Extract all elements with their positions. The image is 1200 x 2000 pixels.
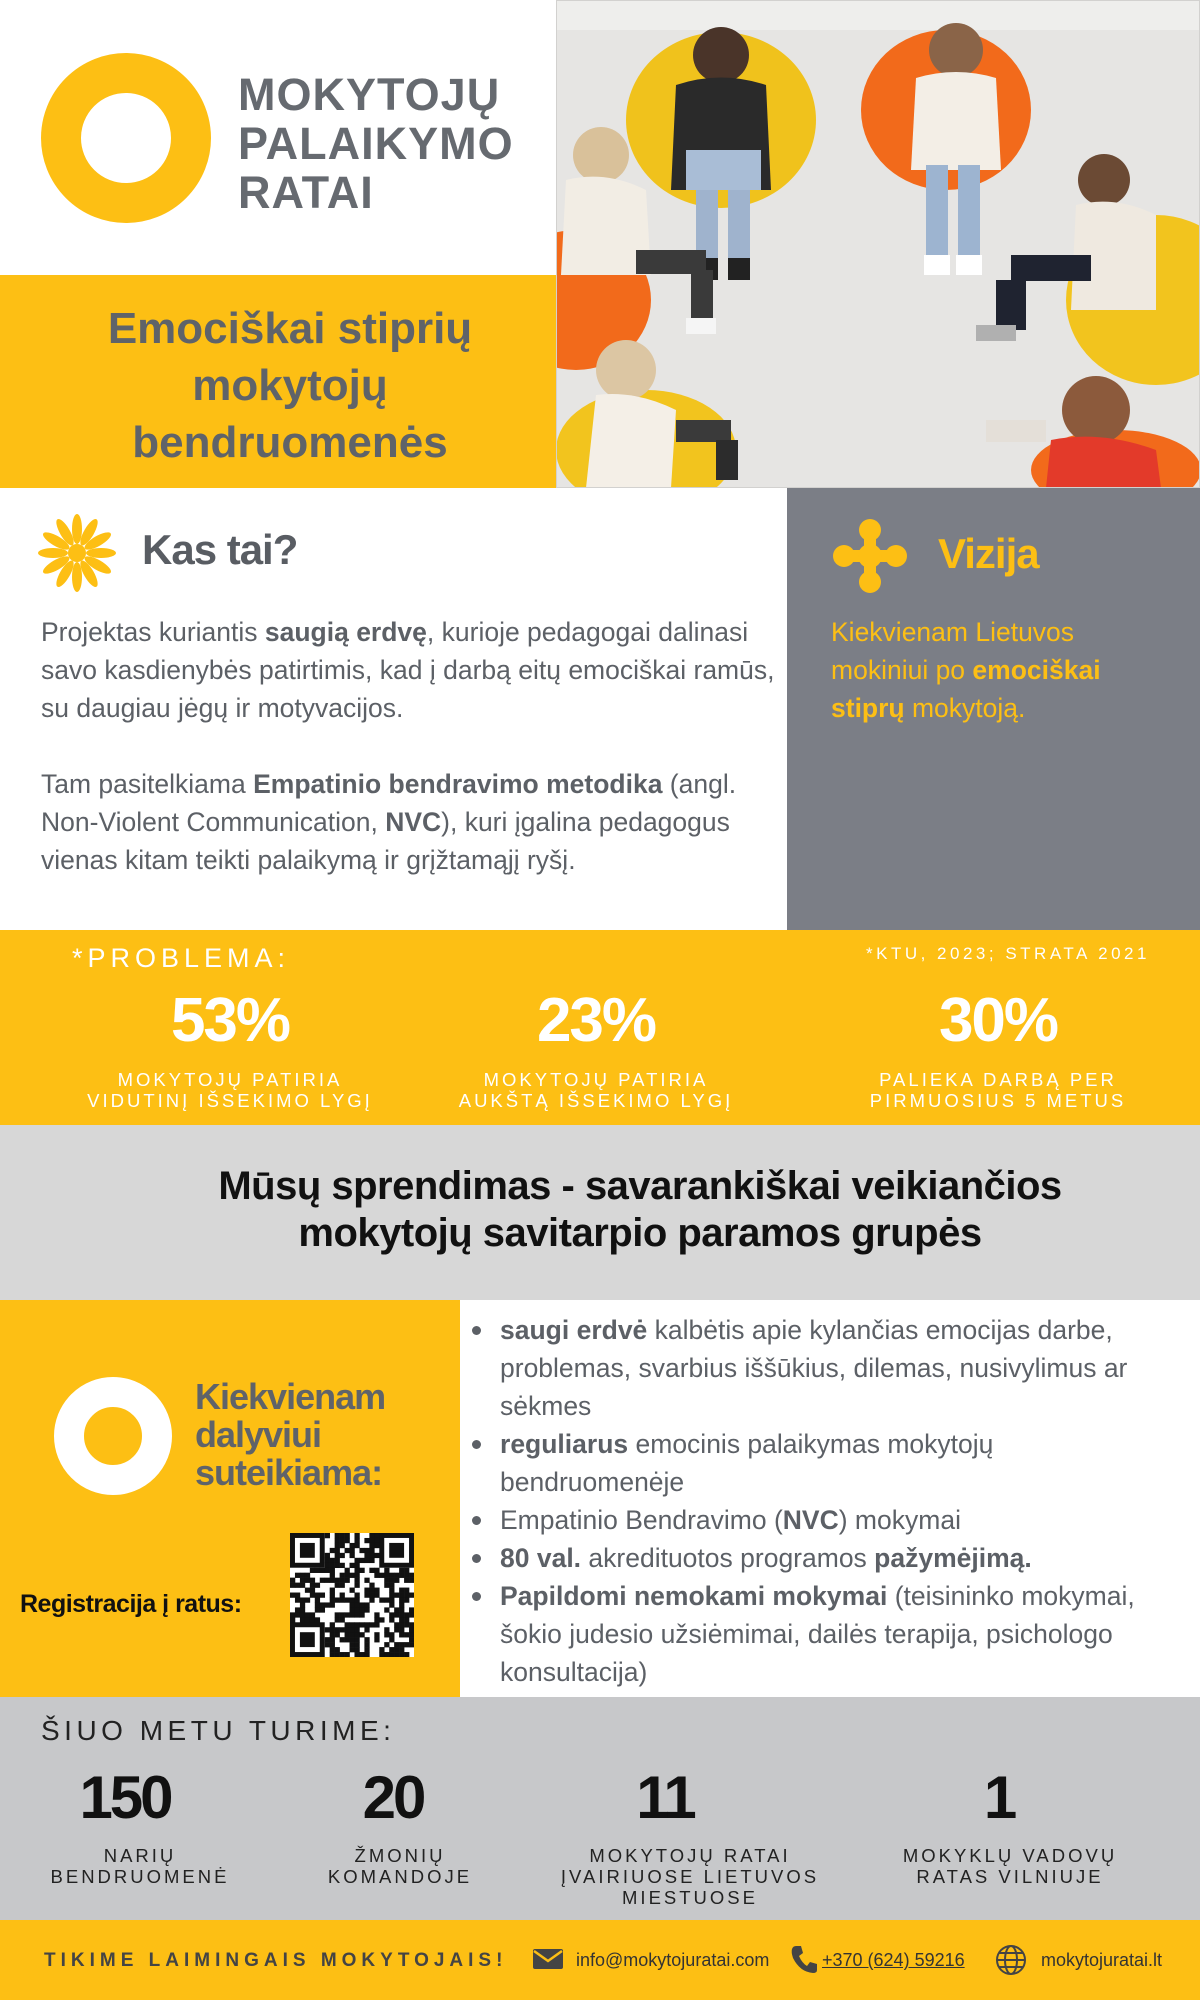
text-run-bold: saugi erdvė bbox=[500, 1315, 648, 1345]
current-stats-label: ŠIUO METU TURIME: bbox=[41, 1715, 396, 1746]
cross-flower-icon bbox=[830, 516, 910, 596]
tagline-line: Emociškai stiprių bbox=[107, 304, 473, 353]
count-value: 11 bbox=[636, 1764, 694, 1831]
text-run: ) mokymai bbox=[838, 1505, 961, 1535]
text-run: Tam pasitelkiama bbox=[41, 769, 254, 799]
text-run-bold: pažymėjimą. bbox=[874, 1543, 1032, 1573]
count-value: 1 bbox=[983, 1764, 1015, 1831]
solution-heading bbox=[140, 1163, 1140, 1257]
count-description bbox=[0, 1845, 280, 1887]
stat-value: 53% bbox=[170, 986, 290, 1055]
stat-description-line: PIRMUOSIUS 5 METUS bbox=[869, 1090, 1127, 1111]
envelope-icon bbox=[532, 1948, 564, 1970]
text-run: (angl. Non-Violent Communication, bbox=[41, 769, 737, 837]
count-value: 20 bbox=[362, 1764, 424, 1831]
count-description-line: KOMANDOJE bbox=[327, 1866, 473, 1887]
text-run: Empatinio Bendravimo ( bbox=[500, 1505, 783, 1535]
ring-icon bbox=[54, 1377, 172, 1495]
text-run: (teisininko mokymai, šokio judesio užsiėmimai, dailės terapija, psichologo konsultacija) bbox=[500, 1581, 1135, 1687]
count-description-line: ŽMONIŲ bbox=[354, 1845, 446, 1866]
problema-label: *PROBLEMA: bbox=[72, 943, 291, 973]
vizija-text bbox=[831, 613, 1176, 727]
text-run-bold: NVC bbox=[782, 1505, 839, 1535]
kas-tai-paragraph-1 bbox=[41, 613, 781, 727]
stat-description bbox=[60, 1069, 400, 1111]
registration-qr-code[interactable] bbox=[290, 1533, 414, 1657]
stat-description-line: MOKYTOJŲ PATIRIA bbox=[483, 1069, 709, 1090]
count-description-line: MOKYKLŲ VADOVŲ bbox=[902, 1845, 1118, 1866]
stat-description-line: VIDUTINĮ IŠSEKIMO LYGĮ bbox=[87, 1090, 373, 1111]
text-run-bold: reguliarus bbox=[500, 1429, 629, 1459]
kas-tai-title: Kas tai? bbox=[142, 526, 298, 573]
count-description-line: BENDRUOMENĖ bbox=[50, 1866, 230, 1887]
phone-link[interactable]: +370 (624) 59216 bbox=[822, 1950, 965, 1970]
text-run-bold: saugią erdvę bbox=[264, 617, 427, 647]
benefits-title-line: suteikiama: bbox=[195, 1452, 383, 1493]
email-link[interactable]: info@mokytojuratai.com bbox=[576, 1950, 770, 1970]
group-photo-illustration bbox=[556, 0, 1200, 488]
logo-ring bbox=[41, 53, 211, 223]
text-run: ), kuri įgalina pedagogus vienas kitam teikti palaikymą ir grįžtamąjį ryšį. bbox=[41, 807, 730, 875]
logo-line: MOKYTOJŲ bbox=[238, 69, 501, 120]
count-description-line: MIESTUOSE bbox=[622, 1887, 758, 1908]
logo-line: PALAIKYMO bbox=[238, 118, 514, 169]
logo-text bbox=[238, 70, 538, 217]
asterisk-flower-icon bbox=[36, 512, 118, 594]
phone-icon bbox=[790, 1944, 818, 1974]
count-description bbox=[530, 1845, 850, 1908]
count-description-line: NARIŲ bbox=[103, 1845, 177, 1866]
text-run-bold: Papildomi nemokami mokymai bbox=[500, 1581, 888, 1611]
list-item bbox=[470, 1425, 1170, 1501]
list-item bbox=[470, 1501, 1170, 1539]
count-description-line: RATAS VILNIUJE bbox=[916, 1866, 1104, 1887]
text-run: Projektas kuriantis bbox=[41, 617, 265, 647]
text-run: mokytoją. bbox=[904, 693, 1026, 723]
tagline-line: bendruomenės bbox=[132, 418, 448, 467]
benefits-title-line: Kiekvienam bbox=[195, 1376, 386, 1417]
kas-tai-paragraph-2 bbox=[41, 765, 781, 879]
tagline bbox=[0, 300, 580, 471]
tagline-line: mokytojų bbox=[192, 361, 388, 410]
website-link[interactable]: mokytojuratai.lt bbox=[1041, 1950, 1163, 1970]
text-run: kalbėtis apie kylančias emocijas darbe, problemas, svarbius iššūkius, dilemas, nusivylimus ar sėkmes bbox=[500, 1315, 1128, 1421]
list-item bbox=[470, 1539, 1170, 1577]
stat-value: 30% bbox=[938, 986, 1058, 1055]
benefits-list bbox=[470, 1311, 1170, 1691]
text-run: akredituotos programos bbox=[581, 1543, 875, 1573]
text-run-bold: emociškai stiprų bbox=[831, 655, 1101, 723]
benefits-title bbox=[195, 1378, 385, 1492]
solution-line: Mūsų sprendimas - savarankiškai veikiančios bbox=[218, 1164, 1062, 1208]
stat-description-line: PALIEKA DARBĄ PER bbox=[879, 1069, 1117, 1090]
logo-line: RATAI bbox=[238, 167, 374, 218]
text-run: emocinis palaikymas mokytojų bendruomenėje bbox=[500, 1429, 994, 1497]
count-description-line: ĮVAIRIUOSE LIETUVOS bbox=[560, 1866, 820, 1887]
text-run-bold: NVC bbox=[385, 807, 442, 837]
group-photo bbox=[556, 0, 1200, 488]
problema-source: *KTU, 2023; STRATA 2021 bbox=[866, 944, 1150, 963]
stat-description bbox=[828, 1069, 1168, 1111]
text-run: , kurioje pedagogai dalinasi savo kasdienybės patirtimis, kad į darbą eitų emociškai ramūs, su daugiau jėgų ir motyvacijos. bbox=[41, 617, 775, 723]
stat-description bbox=[426, 1069, 766, 1111]
footer-slogan: TIKIME LAIMINGAIS MOKYTOJAIS! bbox=[44, 1950, 508, 1971]
list-item bbox=[470, 1311, 1170, 1425]
stat-description-line: MOKYTOJŲ PATIRIA bbox=[117, 1069, 343, 1090]
count-description-line: MOKYTOJŲ RATAI bbox=[589, 1845, 791, 1866]
text-run-bold: 80 val. bbox=[500, 1543, 582, 1573]
count-value: 150 bbox=[79, 1764, 171, 1831]
text-run-bold: Empatinio bendravimo metodika bbox=[253, 769, 663, 799]
list-item bbox=[470, 1577, 1170, 1691]
count-description bbox=[260, 1845, 540, 1887]
count-description bbox=[860, 1845, 1160, 1887]
stat-value: 23% bbox=[536, 986, 656, 1055]
benefits-title-line: dalyviui bbox=[195, 1414, 322, 1455]
vizija-title: Vizija bbox=[938, 530, 1039, 577]
registration-label: Registracija į ratus: bbox=[20, 1590, 242, 1618]
stat-description-line: AUKŠTĄ IŠSEKIMO LYGĮ bbox=[458, 1090, 734, 1111]
solution-line: mokytojų savitarpio paramos grupės bbox=[298, 1211, 982, 1255]
globe-icon bbox=[995, 1944, 1027, 1976]
text-run: Kiekvienam Lietuvos mokiniui po bbox=[831, 617, 1075, 685]
